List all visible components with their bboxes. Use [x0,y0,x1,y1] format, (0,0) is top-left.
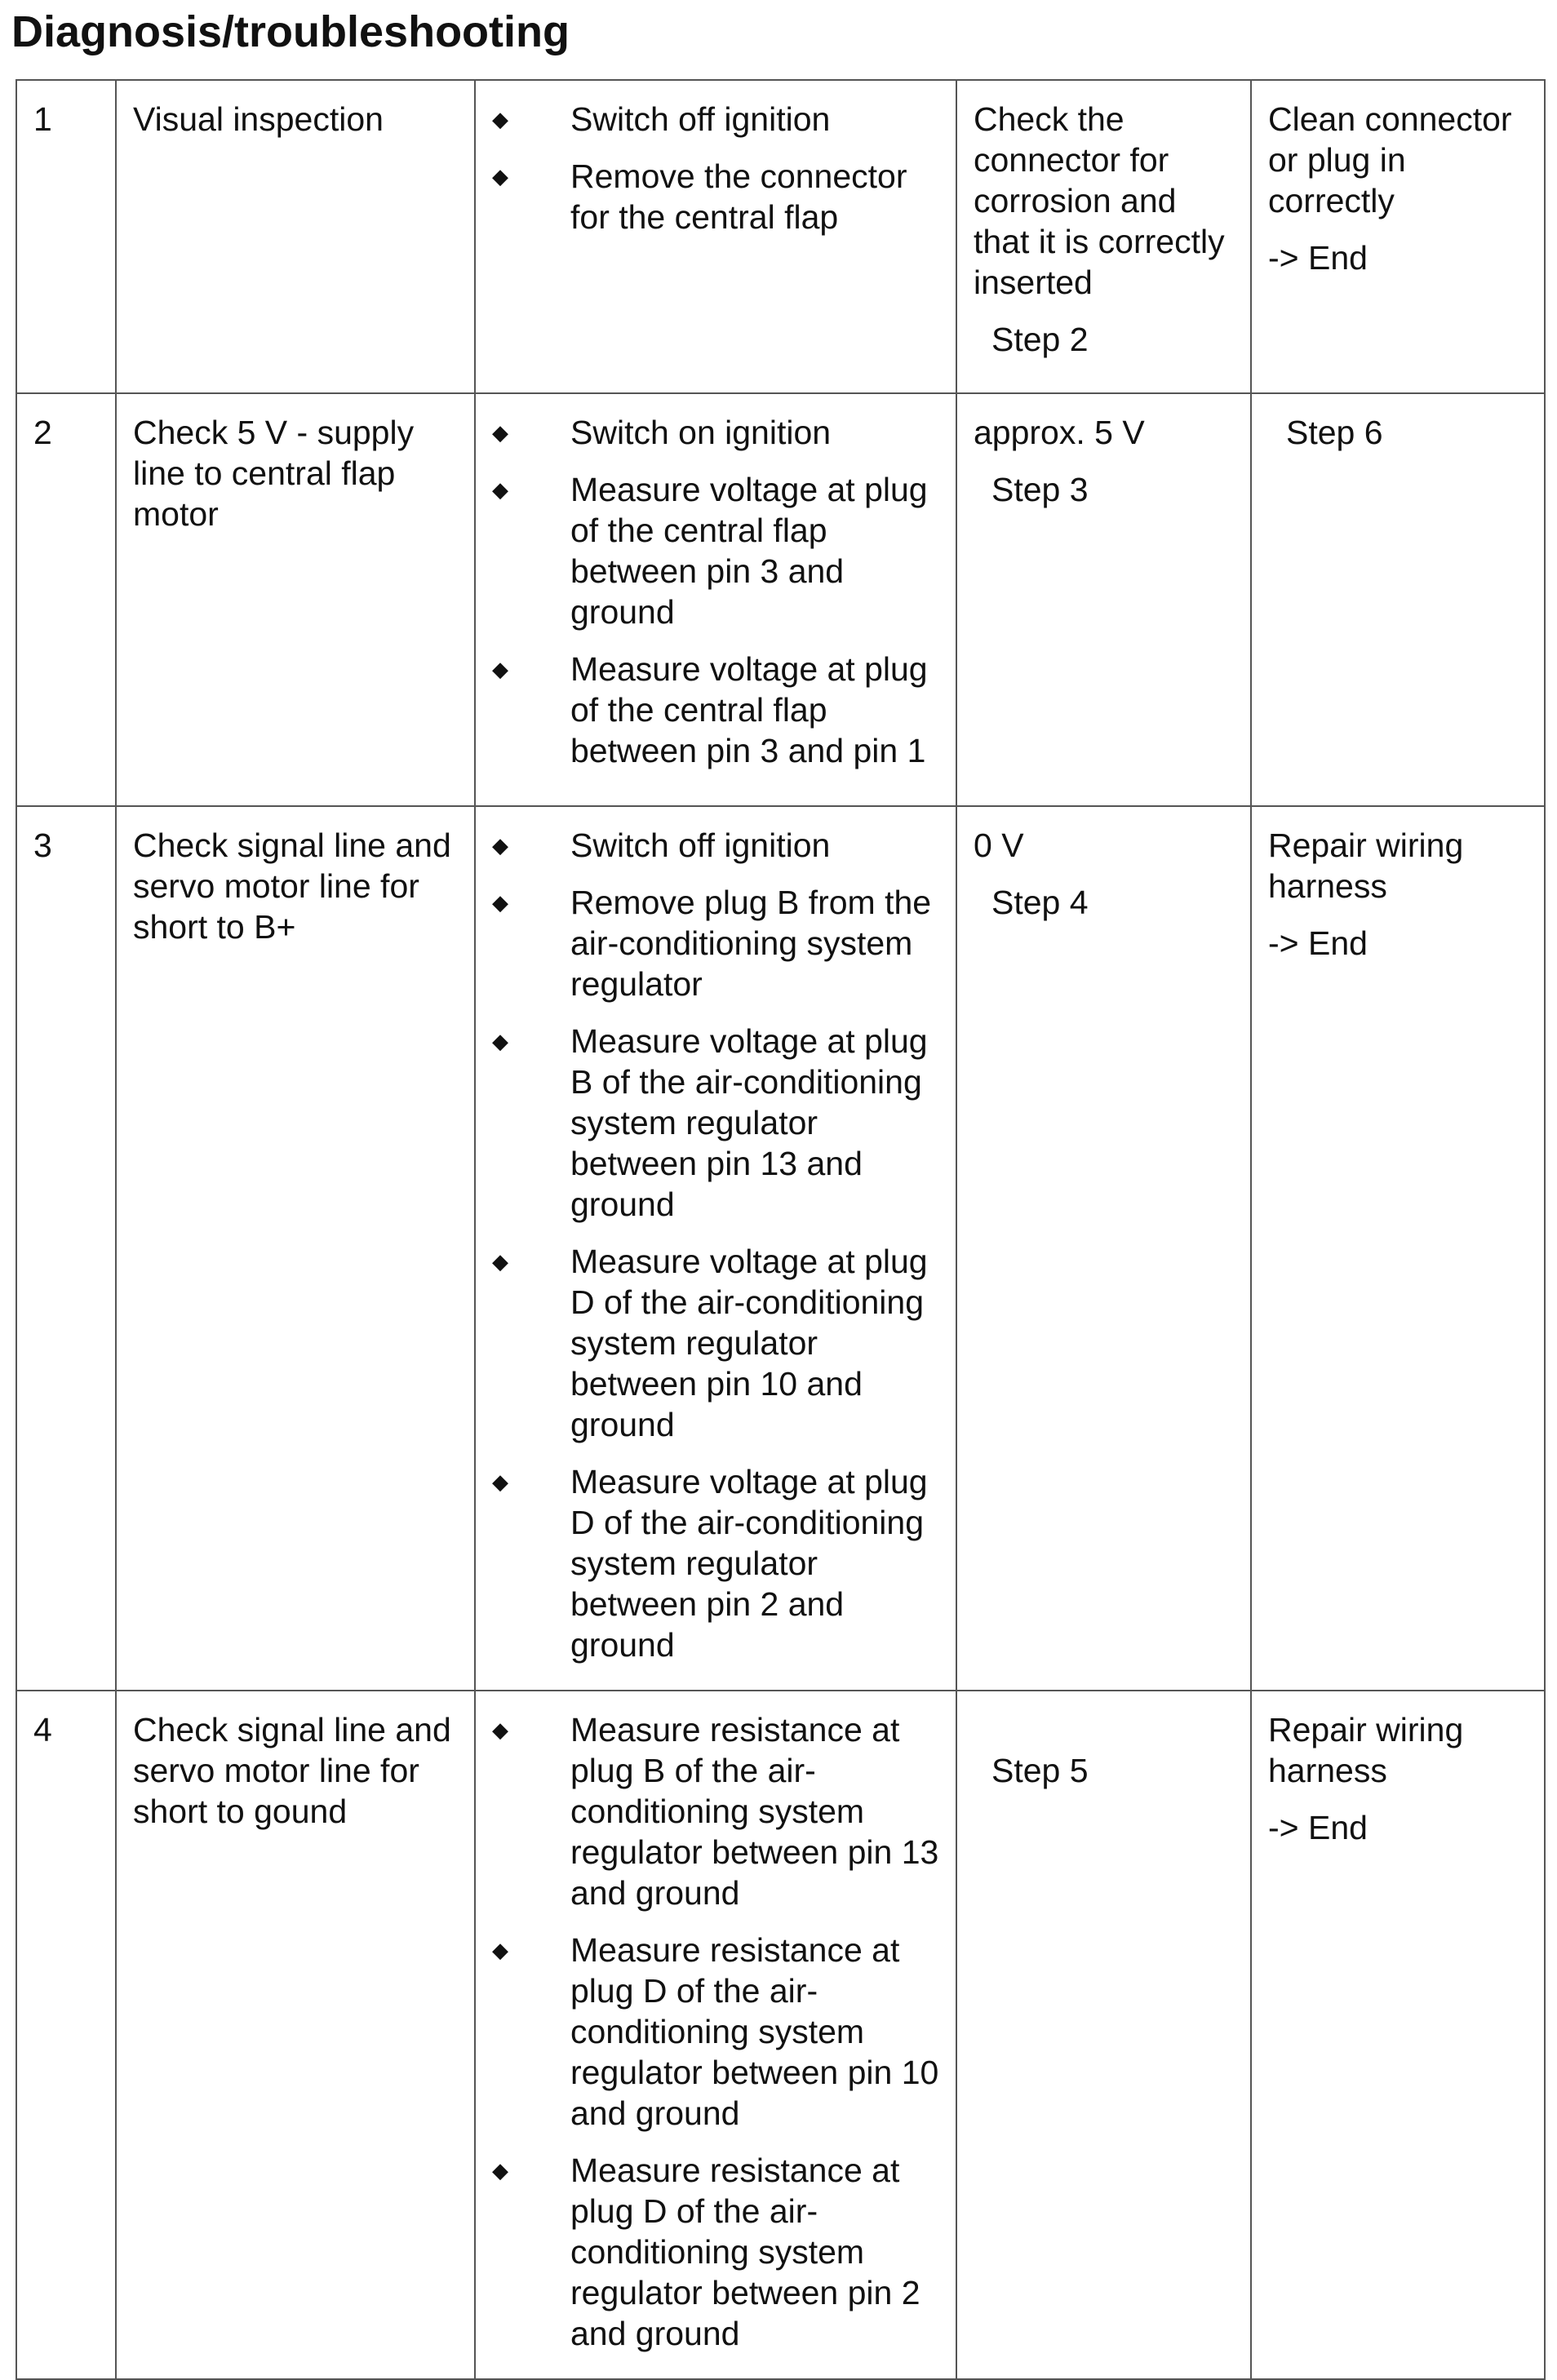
check-description: Check 5 V - supply line to central flap motor [116,393,475,806]
procedure-list [475,806,956,1691]
action-text: Repair wiring harness [1268,827,1464,905]
diamond-bullet-icon: ◆ [492,833,508,858]
next-step: Step 5 [991,1752,1089,1789]
list-item: ◆ Measure resistance at plug B of the air-conditioning system regulator between pin 13 and ground [492,1711,939,1912]
corrective-action [1251,1691,1545,2379]
corrective-action [1251,806,1545,1691]
list-item: ◆ Measure voltage at plug D of the air-conditioning system regulator between pin 10 and ground [492,1243,928,1443]
procedure-list [475,80,956,393]
step-number: 4 [16,1691,116,2379]
action-text: Step 6 [1286,414,1383,451]
diamond-bullet-icon: ◆ [492,1029,508,1053]
diamond-bullet-icon: ◆ [492,1469,508,1494]
action-end: -> End [1268,239,1368,277]
next-step: Step 3 [991,471,1089,508]
diamond-bullet-icon: ◆ [492,1938,508,1962]
table-row [16,1691,1545,2379]
diamond-bullet-icon: ◆ [492,420,508,445]
step-number: 2 [16,393,116,806]
result-text: Check the connector for corrosion and that it is correctly inserted [974,100,1225,301]
list-item: ◆ Measure voltage at plug of the central flap between pin 3 and ground [492,471,928,631]
step-number: 3 [16,806,116,1691]
table-row [16,80,1545,393]
step-number: 1 [16,80,116,393]
result-text: 0 V [974,827,1024,864]
diamond-bullet-icon: ◆ [492,1249,508,1274]
diamond-bullet-icon: ◆ [492,107,508,131]
table-row [16,393,1545,806]
action-text: Clean connector or plug in correctly [1268,100,1512,219]
diamond-bullet-icon: ◆ [492,890,508,915]
expected-result [956,80,1251,393]
procedure-list [475,1691,956,2379]
corrective-action [1251,80,1545,393]
result-text: approx. 5 V [974,414,1145,451]
check-description: Check signal line and servo motor line for short to gound [116,1691,475,2379]
check-description: Check signal line and servo motor line for short to B+ [116,806,475,1691]
list-item: ◆ Measure voltage at plug D of the air-conditioning system regulator between pin 2 and ground [492,1463,928,1664]
diagnosis-table [16,79,1546,2380]
list-item: ◆ Measure voltage at plug of the central flap between pin 3 and pin 1 [492,650,928,769]
expected-result [956,393,1251,806]
page-title: Diagnosis/troubleshooting [11,7,570,56]
list-item: ◆ Remove plug B from the air-conditioning system regulator [492,884,932,1003]
corrective-action [1251,393,1545,806]
list-item: ◆ Switch off ignition [492,827,831,864]
diamond-bullet-icon: ◆ [492,164,508,188]
table-row [16,806,1545,1691]
action-text: Repair wiring harness [1268,1711,1464,1789]
next-step: Step 4 [991,884,1089,921]
list-item: ◆ Measure voltage at plug B of the air-conditioning system regulator between pin 13 and ground [492,1022,928,1223]
diamond-bullet-icon: ◆ [492,1717,508,1742]
expected-result [956,806,1251,1691]
list-item: ◆ Measure resistance at plug D of the air-conditioning system regulator between pin 2 and ground [492,2152,920,2352]
action-end: -> End [1268,1809,1368,1846]
expected-result [956,1691,1251,2379]
check-description: Visual inspection [116,80,475,393]
diamond-bullet-icon: ◆ [492,477,508,502]
list-item: ◆ Measure resistance at plug D of the air-conditioning system regulator between pin 10 and ground [492,1931,939,2132]
diamond-bullet-icon: ◆ [492,657,508,681]
list-item: ◆ Switch on ignition [492,414,832,451]
action-end: -> End [1268,924,1368,962]
diamond-bullet-icon: ◆ [492,2158,508,2183]
list-item: ◆ Remove the connector for the central flap [492,157,907,236]
procedure-list [475,393,956,806]
next-step: Step 2 [991,321,1089,358]
list-item: ◆ Switch off ignition [492,100,831,138]
